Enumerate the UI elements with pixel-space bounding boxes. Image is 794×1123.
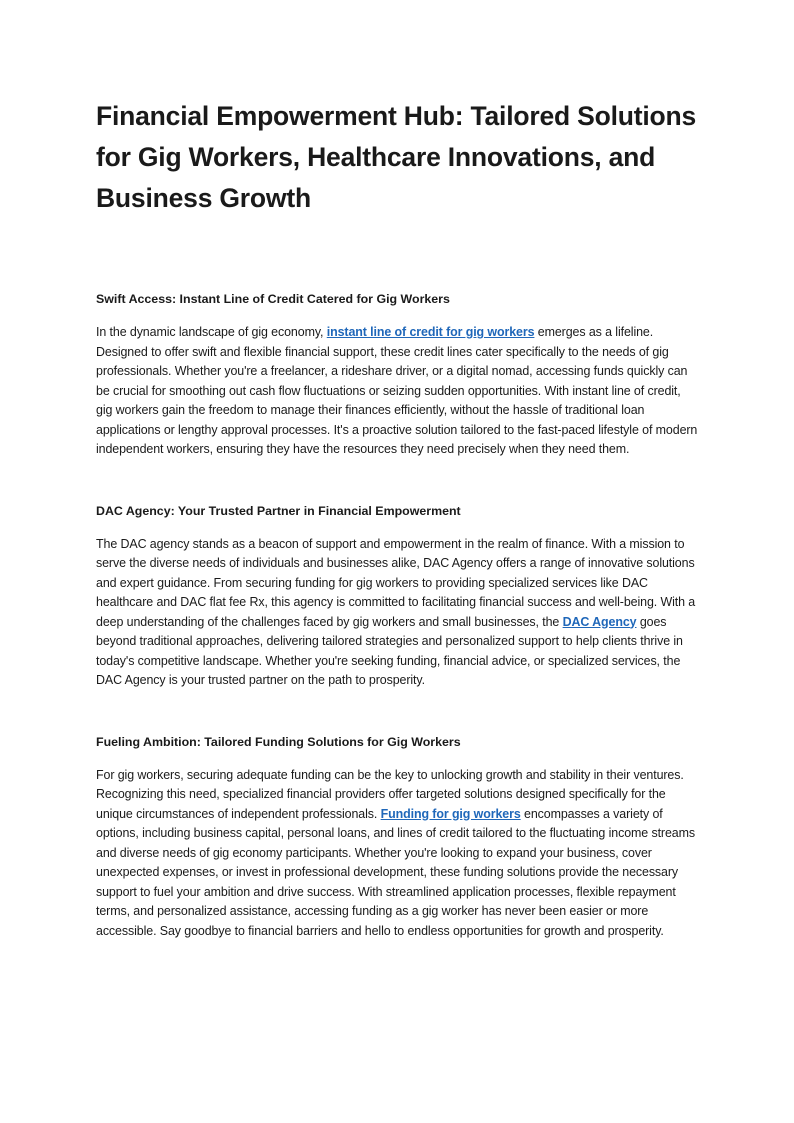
instant-credit-link[interactable]: instant line of credit for gig workers <box>326 325 535 339</box>
section-funding <box>96 733 700 942</box>
section-heading: DAC Agency: Your Trusted Partner in Financial Empowerment <box>96 503 461 518</box>
document-page <box>96 96 700 941</box>
section-dac-agency <box>96 502 700 691</box>
paragraph-text: goes beyond traditional approaches, delivering tailored strategies and personalized support to help clients thrive in today's competitive landscape. Whether you're seeking funding, financial advice, or specialized services, the DAC Agency is your trusted partner on the path to prosperity. <box>96 614 683 687</box>
funding-gig-workers-link[interactable]: Funding for gig workers <box>380 806 521 821</box>
paragraph-text: In the dynamic landscape of gig economy, <box>96 325 327 339</box>
section-paragraph <box>96 766 700 942</box>
section-instant-credit <box>96 290 700 460</box>
dac-agency-link[interactable]: DAC Agency <box>562 614 637 629</box>
paragraph-text: For gig workers, securing adequate funding can be the key to unlocking growth and stability in their ventures. Recognizing this need, specialized financial providers offer targeted solutions designed specifically for the unique circumstances of independent professionals. <box>96 767 684 821</box>
section-heading: Fueling Ambition: Tailored Funding Solutions for Gig Workers <box>96 734 461 749</box>
section-heading: Swift Access: Instant Line of Credit Catered for Gig Workers <box>96 292 450 306</box>
paragraph-text: encompasses a variety of options, including business capital, personal loans, and lines of credit tailored to the fluctuating income streams and diverse needs of gig economy participants. Whether you're looking to expand your business, cover unexpected expenses, or invest in professional development, these funding solutions provide the necessary support to fuel your ambition and drive success. With streamlined application processes, flexible repayment terms, and personalized assistance, accessing funding as a gig worker has never been easier or more accessible. Say goodbye to financial barriers and hello to endless opportunities for growth and prosperity. <box>96 806 695 938</box>
section-paragraph <box>96 535 700 691</box>
paragraph-text: emerges as a lifeline. Designed to offer swift and flexible financial support, these credit lines cater specifically to the needs of gig professionals. Whether you're a freelancer, a rideshare driver, or a digital nomad, accessing funds quickly can be crucial for smoothing out cash flow fluctuations or seizing sudden opportunities. With instant line of credit, gig workers gain the freedom to manage their finances efficiently, without the hassle of traditional loan applications or lengthy approval processes. It's a proactive solution tailored to the fast-paced lifestyle of modern independent workers, ensuring they have the resources they need precisely when they need them. <box>96 325 698 456</box>
paragraph-text: The DAC agency stands as a beacon of support and empowerment in the realm of finance. With a mission to serve the diverse needs of individuals and businesses alike, DAC Agency offers a range of innovative solutions and expert guidance. From securing funding for gig workers to providing specialized services like DAC healthcare and DAC flat fee Rx, this agency is committed to facilitating financial success and well-being. With a deep understanding of the challenges faced by gig workers and small businesses, the <box>96 536 696 629</box>
page-title: Financial Empowerment Hub: Tailored Solutions for Gig Workers, Healthcare Innovations, and Business Growth <box>96 101 697 213</box>
section-paragraph <box>96 323 700 460</box>
